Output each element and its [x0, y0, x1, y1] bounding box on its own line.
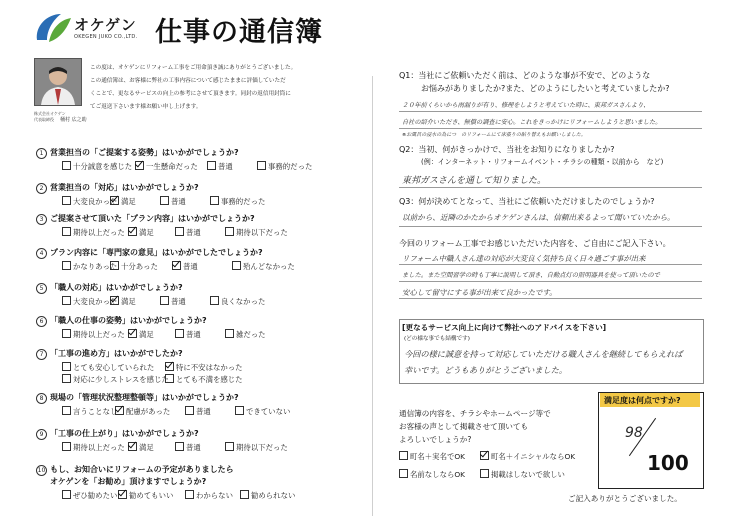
answer-option[interactable]	[62, 442, 125, 453]
checkbox[interactable]	[62, 161, 71, 170]
answer-option[interactable]	[128, 329, 154, 340]
checkbox[interactable]	[232, 261, 241, 270]
answer-option-label: 普通	[183, 262, 198, 271]
impression-answer: リフォーム中職人さん達の対応が大変良く気持ち良く日々過ごす事が出来	[402, 254, 646, 263]
checkbox[interactable]	[399, 451, 408, 460]
answer-option-label: とても安心していられた	[73, 363, 155, 372]
intro-line: てご返送下さいます様お願い申し上げます。	[90, 104, 202, 110]
answer-option[interactable]	[165, 362, 243, 373]
answer-line	[399, 298, 702, 299]
answer-line	[399, 281, 702, 282]
score-max: 100	[647, 451, 689, 475]
checkbox[interactable]	[62, 406, 71, 415]
answer-option-label: できていない	[246, 407, 291, 416]
question-text: 「工事の仕上がり」はいかがでしょうか?	[50, 429, 199, 438]
impression-prompt: 今回のリフォーム工事でお感じいただいた内容を、ご自由にご記入下さい。	[399, 239, 671, 248]
checkbox[interactable]	[480, 469, 489, 478]
intro-line: この度は、オケゲンにリフォーム工事をご用命頂き誠にありがとうございました。	[90, 65, 297, 71]
checkbox[interactable]	[62, 261, 71, 270]
answer-option[interactable]	[62, 406, 117, 417]
answer-option[interactable]	[175, 227, 201, 238]
answer-option[interactable]	[175, 442, 201, 453]
checkbox[interactable]	[62, 296, 71, 305]
photo-caption-name: 桶村 広之助	[60, 117, 87, 123]
checkbox[interactable]	[185, 406, 194, 415]
consent-option-label: 名前なしならOK	[410, 470, 466, 479]
answer-option[interactable]	[232, 261, 295, 272]
brand-subtitle: OKEGEN JUKO CO.,LTD.	[74, 34, 138, 40]
checkbox[interactable]	[399, 469, 408, 478]
answer-line	[399, 187, 702, 188]
answer-option-label: 良くなかった	[221, 297, 266, 306]
answer-option[interactable]	[110, 196, 136, 207]
score-value: 98	[625, 425, 643, 441]
advice-subtitle: (どの様な事でも結構です)	[404, 336, 470, 342]
consent-option-label: 町名＋実名でOK	[410, 452, 466, 461]
answer-option[interactable]	[118, 490, 173, 501]
checkbox-checked[interactable]	[172, 261, 181, 270]
president-photo	[34, 58, 82, 106]
checkbox[interactable]	[165, 374, 174, 383]
answer-option[interactable]	[62, 362, 154, 373]
intro-line: くことで、更なるサービスの向上の参考にさせて頂きます。同封の返信用封筒に	[90, 91, 291, 97]
answer-option-label: 言うことなし	[73, 407, 118, 416]
checkbox[interactable]	[62, 374, 71, 383]
question-text: 営業担当の「ご提案する姿勢」はいかがでしょうか?	[50, 148, 239, 157]
answer-option-label: かなりあった	[73, 262, 118, 271]
question-number: 8	[36, 393, 47, 404]
checkbox-checked[interactable]	[480, 451, 489, 460]
q1-answer: 自社の紹介いただき、無償の調査に安心。これをきっかけにリフォームしようと思いました。	[402, 119, 662, 126]
checkbox[interactable]	[240, 490, 249, 499]
score-title: 満足度は何点ですか?	[604, 396, 681, 405]
answer-option-label: 満足	[139, 228, 154, 237]
answer-option-label: 一生懸命だった	[146, 162, 198, 171]
answer-option[interactable]	[62, 161, 132, 172]
answer-option[interactable]	[235, 406, 290, 417]
answer-option-label: 雑だった	[236, 330, 266, 339]
answer-option-label: 満足	[139, 330, 154, 339]
answer-option-label: 期待以上だった	[73, 228, 125, 237]
advice-answer: 幸いです。どうもありがとうございました。	[404, 365, 568, 375]
answer-option[interactable]	[62, 490, 117, 501]
checkbox[interactable]	[175, 227, 184, 236]
q3-text: Q3：何が決めてとなって、当社にご依頼いただけましたのでしょうか?	[399, 197, 655, 206]
answer-option[interactable]	[62, 329, 125, 340]
answer-option[interactable]	[172, 261, 198, 272]
q2-answer: 東邦ガスさんを通して知りました。	[402, 176, 547, 186]
question-number: 10	[37, 467, 46, 474]
checkbox[interactable]	[160, 196, 169, 205]
checkbox-checked[interactable]	[115, 406, 124, 415]
answer-option[interactable]	[225, 442, 288, 453]
brand-name: オケゲン	[74, 16, 137, 34]
answer-line	[399, 111, 702, 112]
consent-option[interactable]	[480, 469, 565, 480]
checkbox-checked[interactable]	[128, 227, 137, 236]
answer-option-label: 事務的だった	[268, 162, 313, 171]
answer-option[interactable]	[225, 329, 266, 340]
answer-option-label: 期待以下だった	[236, 443, 288, 452]
answer-option[interactable]	[185, 490, 233, 501]
answer-option-label: 期待以上だった	[73, 330, 125, 339]
impression-answer: ました。また空間習学の時も丁寧に説明して頂き、自動点灯の照明器具を使って頂いたので	[402, 272, 660, 279]
question-text: 「職人の対応」はいかがでしょうか?	[50, 283, 183, 292]
answer-option[interactable]	[240, 490, 295, 501]
answer-option[interactable]	[135, 161, 198, 172]
answer-line	[399, 128, 702, 129]
checkbox[interactable]	[110, 261, 119, 270]
answer-option-label: ぜひ勧めたい	[73, 491, 118, 500]
question-number: 1	[36, 148, 47, 159]
answer-option-label: 普通	[186, 443, 201, 452]
question-text: 「工事の進め方」はいかがでしたか?	[50, 349, 183, 358]
checkbox[interactable]	[225, 227, 234, 236]
consent-text: お客様の声として掲載させて頂いても	[399, 422, 529, 431]
answer-option-label: 特に不安はなかった	[176, 363, 243, 372]
answer-option-label: 普通	[186, 330, 201, 339]
question-text: 営業担当の「対応」はいかがでしょうか?	[50, 183, 199, 192]
checkbox-checked[interactable]	[110, 196, 119, 205]
q2-text: Q2：当初、何がきっかけで、当社をお知りになりましたか?	[399, 145, 615, 154]
checkbox[interactable]	[62, 196, 71, 205]
checkbox[interactable]	[160, 296, 169, 305]
answer-option[interactable]	[207, 161, 233, 172]
checkbox[interactable]	[62, 490, 71, 499]
answer-option-label: 対応に少しストレスを感じた	[73, 375, 169, 384]
answer-option[interactable]	[210, 296, 265, 307]
answer-option-label: 殆んどなかった	[243, 262, 295, 271]
checkbox[interactable]	[235, 406, 244, 415]
answer-option[interactable]	[128, 227, 154, 238]
answer-option[interactable]	[110, 296, 136, 307]
answer-option-label: 満足	[139, 443, 154, 452]
q1-answer: ２０年前くらいから雨漏りが有り、修理をしようと考えていた時に、東邦ガスさんより、	[402, 102, 650, 109]
answer-option[interactable]	[175, 329, 201, 340]
checkbox[interactable]	[225, 442, 234, 451]
q1-text: Q1：当社にご依頼いただく前は、どのような事が不安で、どのような	[399, 71, 651, 80]
checkbox-checked[interactable]	[128, 442, 137, 451]
checkbox[interactable]	[185, 490, 194, 499]
impression-answer: 安心して留守にする事が出来て良かったです。	[402, 288, 557, 297]
q1-text: お悩みがありましたか?また、どのようにしたいと考えていましたか?	[421, 84, 670, 93]
intro-line: この通信簿は、お客様に弊社の工事内容について感じたままに評価していただ	[90, 78, 286, 84]
checkbox[interactable]	[175, 329, 184, 338]
question-number: 7	[36, 349, 47, 360]
answer-line	[399, 226, 702, 227]
answer-option-label: 勧めてもいい	[129, 491, 174, 500]
thanks-text: ご記入ありがとうございました。	[568, 494, 682, 503]
checkbox[interactable]	[225, 329, 234, 338]
answer-option[interactable]	[62, 374, 169, 385]
answer-option-label: 勧められない	[251, 491, 296, 500]
question-number: 4	[36, 248, 47, 259]
photo-caption-company: 株式会社オケゲン	[34, 111, 66, 116]
consent-option[interactable]	[399, 451, 465, 462]
checkbox[interactable]	[175, 442, 184, 451]
checkbox[interactable]	[210, 296, 219, 305]
question-number: 3	[36, 214, 47, 225]
answer-option[interactable]	[165, 374, 243, 385]
question-text: ご提案させて頂いた「プラン内容」はいかがでしょうか?	[50, 214, 255, 223]
checkbox[interactable]	[62, 329, 71, 338]
answer-option-label: 期待以下だった	[236, 228, 288, 237]
consent-option-label: 掲載はしないで欲しい	[491, 470, 565, 479]
answer-option-label: わからない	[196, 491, 233, 500]
q2-example: (例：インターネット・リフォームイベント・チラシの種類・以前から など)	[421, 158, 664, 166]
checkbox[interactable]	[62, 362, 71, 371]
checkbox-checked[interactable]	[128, 329, 137, 338]
checkbox[interactable]	[210, 196, 219, 205]
page-title: 仕事の通信簿	[155, 17, 323, 48]
answer-option[interactable]	[115, 406, 170, 417]
answer-option[interactable]	[225, 227, 288, 238]
answer-option-label: 大変良かった	[73, 197, 118, 206]
checkbox-checked[interactable]	[135, 161, 144, 170]
question-number: 6	[36, 316, 47, 327]
answer-option-label: 普通	[218, 162, 233, 171]
answer-option[interactable]	[160, 296, 186, 307]
checkbox-checked[interactable]	[110, 296, 119, 305]
question-number: 2	[36, 183, 47, 194]
answer-option-label: 期待以上だった	[73, 443, 125, 452]
answer-option-label: 配慮があった	[126, 407, 171, 416]
q3-answer: 以前から、近隣のかたからオケゲンさんは、信頼出来るよって聞いていたから。	[402, 213, 675, 222]
checkbox[interactable]	[257, 161, 266, 170]
checkbox[interactable]	[62, 442, 71, 451]
answer-option-label: 大変良かった	[73, 297, 118, 306]
consent-text: 通信簿の内容を、チラシやホームページ等で	[399, 409, 551, 418]
answer-option-label: 普通	[171, 197, 186, 206]
q1-answer: ※お風呂の浸水の為につ のリフォームにて床張りの貼り替えもお願いしました。	[402, 132, 586, 138]
answer-option[interactable]	[62, 227, 125, 238]
answer-option[interactable]	[128, 442, 154, 453]
company-logo	[33, 10, 73, 46]
answer-option-label: 普通	[171, 297, 186, 306]
question-number: 9	[36, 429, 47, 440]
advice-answer: 今回の様に誠意を持って対応していただける職人さんを継続してもらえれば	[404, 349, 683, 359]
question-text: もし、お知合いにリフォームの予定がありましたら	[50, 465, 234, 474]
answer-option-label: 十分誠意を感じた	[73, 162, 133, 171]
answer-option-label: 十分あった	[121, 262, 158, 271]
answer-option[interactable]	[210, 196, 265, 207]
answer-option[interactable]	[110, 261, 158, 272]
answer-option-label: とても不満を感じた	[176, 375, 243, 384]
question-number: 5	[36, 283, 47, 294]
answer-option-label: 満足	[121, 197, 136, 206]
answer-line	[399, 264, 702, 265]
consent-option[interactable]	[399, 469, 465, 480]
answer-option-label: 普通	[186, 228, 201, 237]
answer-option[interactable]	[160, 196, 186, 207]
question-text: 「職人の仕事の姿勢」はいかがでしょうか?	[50, 316, 207, 325]
consent-option-label: 町名＋イニシャルならOK	[491, 452, 576, 461]
answer-option-label: 満足	[121, 297, 136, 306]
checkbox-checked[interactable]	[165, 362, 174, 371]
checkbox[interactable]	[62, 227, 71, 236]
question-text: オケゲンを「お勧め」頂けますでしょうか?	[50, 477, 207, 486]
question-text: 現場の「管理状況整理整頓等」はいかがでしょうか?	[50, 393, 239, 402]
answer-option-label: 事務的だった	[221, 197, 266, 206]
answer-option[interactable]	[257, 161, 312, 172]
answer-option[interactable]	[62, 261, 117, 272]
consent-text: よろしいでしょうか?	[399, 435, 472, 444]
column-divider	[372, 76, 373, 516]
checkbox[interactable]	[207, 161, 216, 170]
advice-title: [更なるサービス向上に向けて弊社へのアドバイスを下さい]	[402, 323, 607, 332]
answer-option-label: 普通	[196, 407, 211, 416]
consent-option[interactable]	[480, 451, 575, 462]
checkbox-checked[interactable]	[118, 490, 127, 499]
answer-option[interactable]	[185, 406, 211, 417]
photo-caption-role: 代表取締役	[34, 117, 54, 122]
question-text: プラン内容に「専門家の意見」はいかがでしたでしょうか?	[50, 248, 263, 257]
